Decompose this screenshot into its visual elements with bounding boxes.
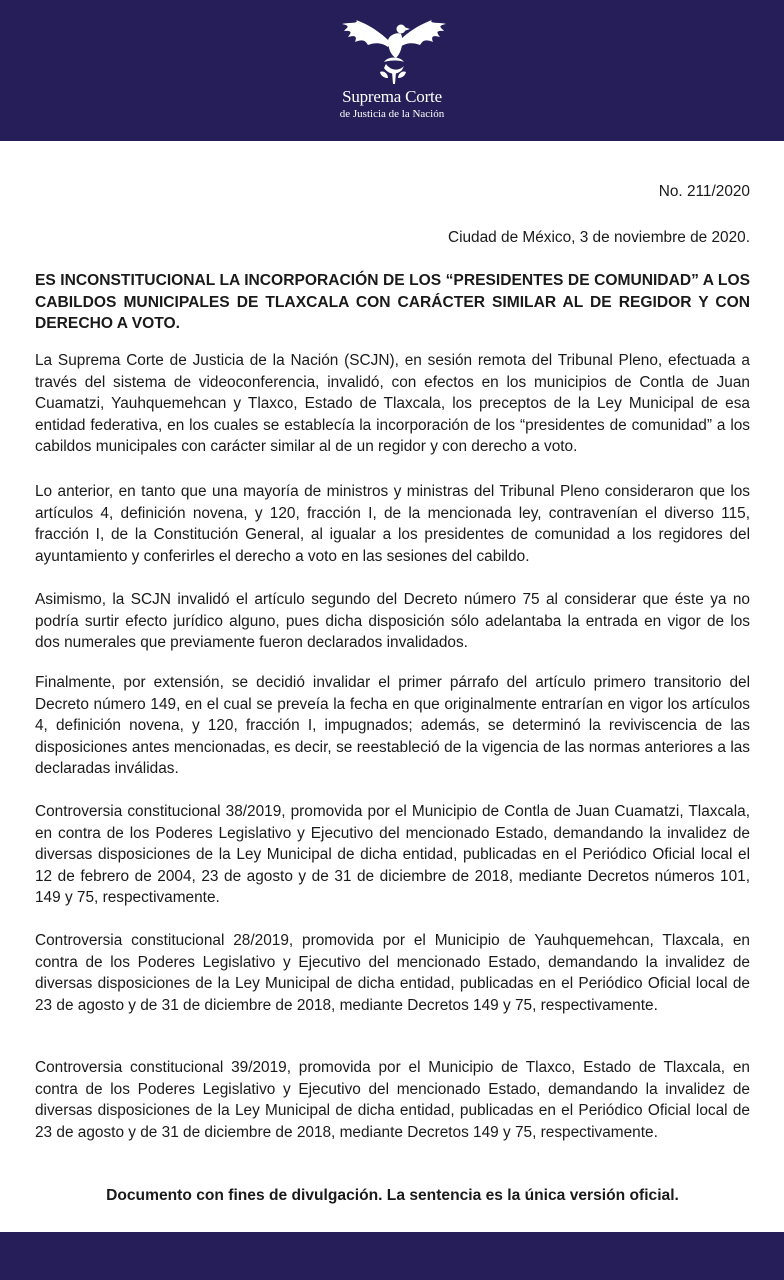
closing-note: Documento con fines de divulgación. La sentencia es la única versión oficial. xyxy=(106,1187,679,1204)
header-banner xyxy=(0,0,784,141)
paragraph-2: Lo anterior, en tanto que una mayoría de ministros y ministras del Tribunal Pleno consideraron que los artículos 4, definición novena, y 120, fracción I, de la mencionada ley, contravenían el diverso 115, fracción I, de la Constitución General, al igualar a los presidentes de comunidad a los regidores del ayuntamiento y conferirles el derecho a voto en las sesiones del cabildo. xyxy=(35,483,750,565)
paragraph-4: Finalmente, por extensión, se decidió invalidar el primer párrafo del artículo primero transitorio del Decreto número 149, en el cual se preveía la fecha en que originalmente entrarían en vigor los artículos 4, definición novena, y 120, fracción I, impugnados; además, se determinó la reviviscencia de las disposiciones antes mencionadas, es decir, se reestableció de la vigencia de las normas anteriores a las declaradas inválidas. xyxy=(35,674,750,778)
logo-title: Suprema Corte xyxy=(342,87,442,106)
headline: ES INCONSTITUCIONAL LA INCORPORACIÓN DE LOS “PRESIDENTES DE COMUNIDAD” A LOS CABILDOS MUNICIPALES DE TLAXCALA CON CARÁCTER SIMILAR AL DE REGIDOR Y CON DERECHO A VOTO. xyxy=(35,272,750,333)
paragraph-1: La Suprema Corte de Justicia de la Nación (SCJN), en sesión remota del Tribunal Pleno, efectuada a través del sistema de videoconferencia, invalidó, con efectos en los municipios de Contla de Juan Cuamatzi, Yauhquemehcan y Tlaxco, Estado de Tlaxcala, los preceptos de la Ley Municipal de esa entidad federativa, en los cuales se establecía la incorporación de los “presidentes de comunidad” a los cabildos municipales con carácter similar al de un regidor y con derecho a voto. xyxy=(35,352,750,456)
eagle-emblem-icon xyxy=(338,12,448,86)
paragraph-5: Controversia constitucional 38/2019, promovida por el Municipio de Contla de Juan Cuamatzi, Tlaxcala, en contra de los Poderes Legislativo y Ejecutivo del mencionado Estado, demandando la invalidez de diversas disposiciones de la Ley Municipal de dicha entidad, publicadas en el Periódico Oficial local el 12 de febrero de 2004, 23 de agosto y de 31 de diciembre de 2018, mediante Decretos números 101, 149 y 75, respectivamente. xyxy=(35,803,750,907)
paragraph-3: Asimismo, la SCJN invalidó el artículo segundo del Decreto número 75 al considerar que éste ya no podría surtir efecto jurídico alguno, pues dicha disposición sólo adelantaba la entrada en vigor de los dos numerales que previamente fueron declarados invalidados. xyxy=(35,591,750,652)
place-date: Ciudad de México, 3 de noviembre de 2020. xyxy=(447,229,750,246)
footer-bar xyxy=(0,1232,784,1280)
paragraph-7: Controversia constitucional 39/2019, promovida por el Municipio de Tlaxco, Estado de Tlaxcala, en contra de los Poderes Legislativo y Ejecutivo del mencionado Estado, demandando la invalidez de diversas disposiciones de la Ley Municipal de dicha entidad, publicadas en el Periódico Oficial local de 23 de agosto y de 31 de diciembre de 2018, mediante Decretos 149 y 75, respectivamente. xyxy=(35,1059,750,1141)
paragraph-6: Controversia constitucional 28/2019, promovida por el Municipio de Yauhquemehcan, Tlaxcala, en contra de los Poderes Legislativo y Ejecutivo del mencionado Estado, demandando la invalidez de diversas disposiciones de la Ley Municipal de dicha entidad, publicadas en el Periódico Oficial local de 23 de agosto y de 31 de diciembre de 2018, mediante Decretos 149 y 75, respectivamente. xyxy=(35,932,750,1014)
release-number: No. 211/2020 xyxy=(658,183,750,200)
logo-subtitle: de Justicia de la Nación xyxy=(339,108,445,120)
